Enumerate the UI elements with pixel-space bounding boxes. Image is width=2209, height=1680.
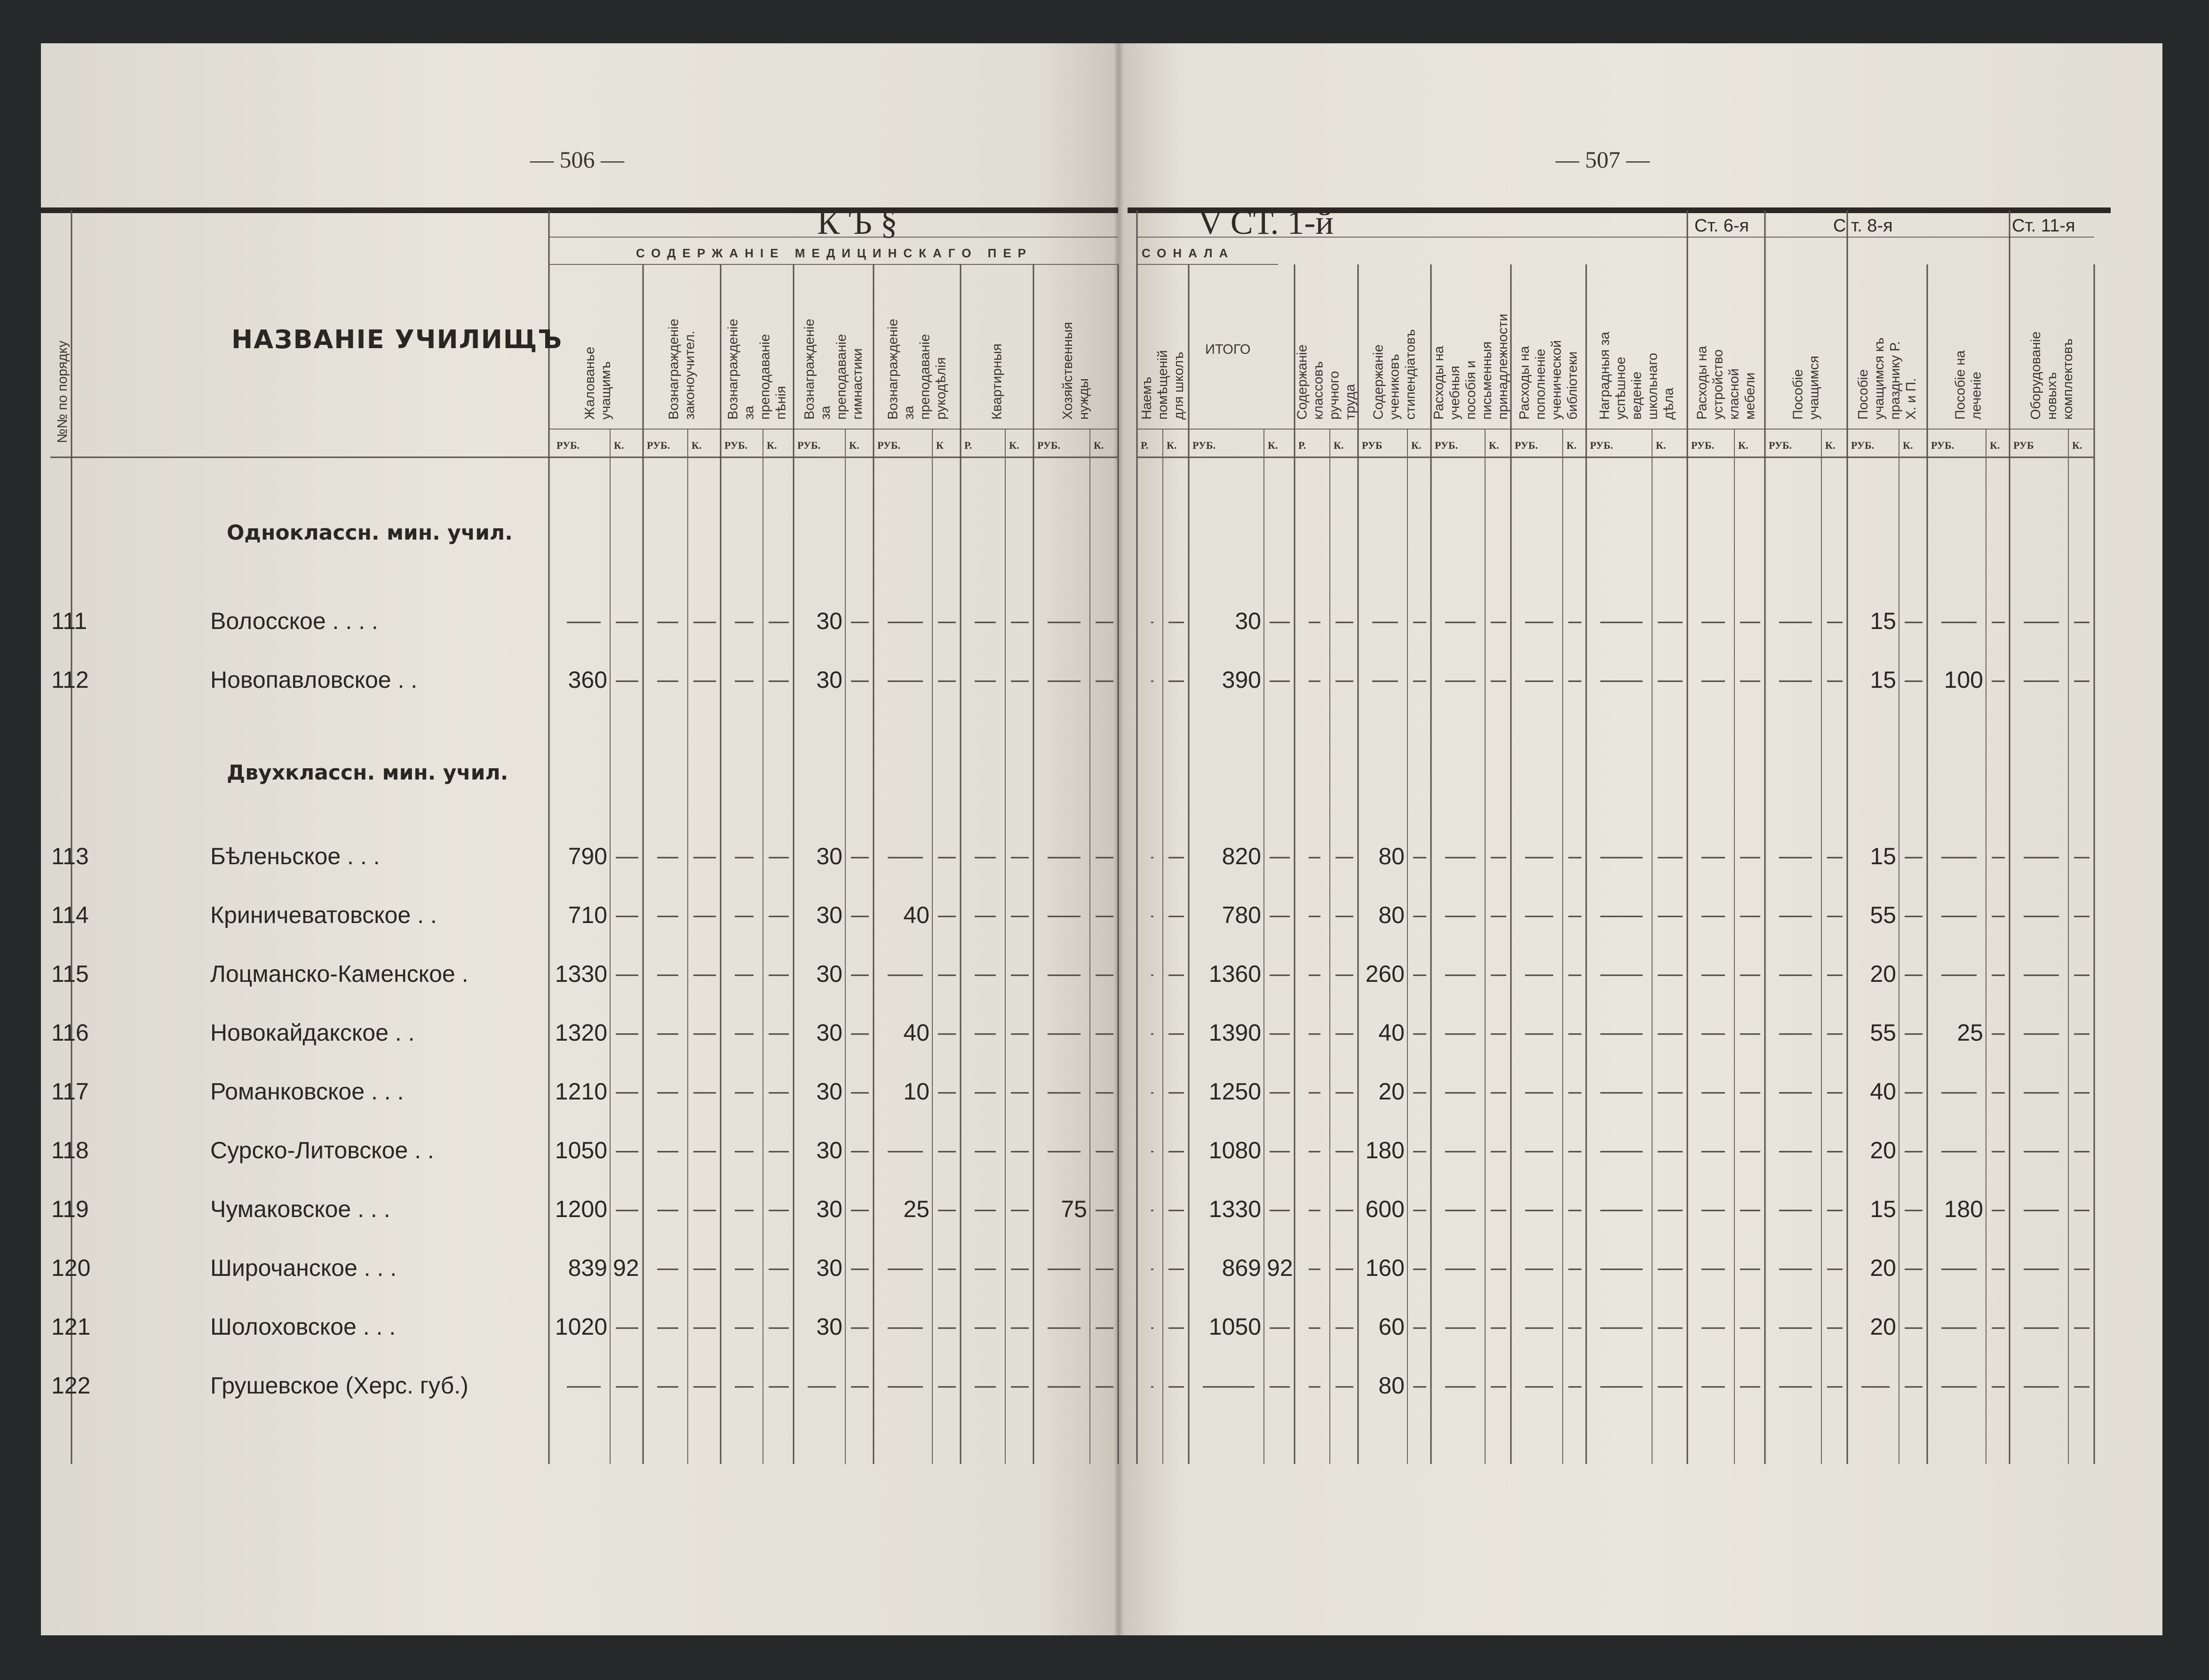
school-name-title: НАЗВАНІЕ УЧИЛИЩЪ — [231, 325, 563, 354]
cell-value-c11: 80 — [1378, 902, 1405, 928]
column-header-c3: пѣнія — [773, 386, 789, 420]
cell-value-c17: 15 — [1870, 608, 1896, 634]
cell-value-c1: 1330 — [555, 961, 607, 987]
band-heading-left: СОДЕРЖАНІЕ МЕДИЦИНСКАГО ПЕР — [636, 246, 1033, 260]
row-number: 121 — [51, 1314, 91, 1340]
column-header-c19: комплектовъ — [2060, 338, 2075, 420]
cell-value-c4: 30 — [816, 608, 842, 634]
cell-value-c4: 30 — [816, 961, 842, 987]
column-header-c2: законоучител. — [682, 330, 698, 420]
cell-value-c11: 60 — [1378, 1314, 1405, 1340]
column-header-c4: преподаваніе — [834, 334, 849, 420]
column-header-c13: пополненіе — [1533, 349, 1548, 420]
column-header-c10: ручного — [1327, 371, 1342, 420]
st6-heading: Ст. 6-я — [1694, 216, 1749, 236]
cell-value-c9: 820 — [1222, 843, 1261, 869]
column-header-c13: ученической — [1549, 340, 1564, 420]
unit-rub-c3: РУБ. — [724, 439, 748, 451]
column-header-c17: учащимся къ — [1872, 337, 1887, 420]
section-heading-left: К Ъ § — [817, 204, 898, 241]
unit-rub-c11: РУБ — [1362, 439, 1383, 451]
school-name: Криничеватовское . . — [210, 902, 437, 928]
unit-kop-c3: К. — [767, 439, 777, 451]
cell-value-c5: 25 — [903, 1196, 930, 1222]
school-name: Лоцманско-Каменское . — [210, 961, 469, 987]
unit-rub-c6: Р. — [964, 439, 972, 451]
unit-kop-c13: К. — [1566, 439, 1577, 451]
cell-value-c4: 30 — [816, 1137, 842, 1163]
column-header-c15: мебели — [1742, 372, 1758, 420]
school-name: Широчанское . . . — [210, 1255, 397, 1281]
column-header-c14: школьнаго — [1645, 352, 1661, 420]
cell-value-c18: 180 — [1944, 1196, 1983, 1222]
column-header-c16: Пособіе — [1790, 369, 1806, 420]
unit-kop-c12: К. — [1489, 439, 1499, 451]
column-header-c10: классовъ — [1311, 361, 1326, 420]
column-header-c4: за — [818, 406, 833, 420]
cell-value-c11: 180 — [1365, 1137, 1405, 1163]
cell-value-c9: 780 — [1222, 902, 1261, 928]
column-header-c3: Вознагражденіе — [725, 318, 741, 420]
cell-value-c4: 30 — [816, 667, 842, 693]
school-name: Сурско-Литовское . . — [210, 1137, 434, 1163]
column-header-c17: празднику Р. — [1888, 341, 1903, 420]
unit-rub-c15: РУБ. — [1691, 439, 1715, 451]
column-header-c19: новыхъ — [2044, 372, 2059, 420]
unit-kop-c6: К. — [1009, 439, 1019, 451]
column-header-c17: Пособіе — [1856, 369, 1871, 420]
cell-value-c17: 40 — [1870, 1078, 1896, 1105]
cell-value-c4: 30 — [816, 1019, 842, 1046]
cell-value-c5: 10 — [903, 1078, 930, 1105]
column-header-c11: стипендіатовъ — [1403, 329, 1418, 420]
section-heading-right: V СТ. 1-й — [1198, 204, 1334, 241]
unit-rub-c5: РУБ. — [877, 439, 901, 451]
column-header-c14: успѣшное — [1613, 357, 1629, 420]
column-header-c14: Наградныя за — [1597, 332, 1613, 420]
unit-rub-c16: РУБ. — [1769, 439, 1792, 451]
column-header-c13: библіотеки — [1565, 351, 1580, 420]
column-header-c7: Хозяйственныя — [1060, 322, 1075, 420]
unit-rub-c14: РУБ. — [1590, 439, 1613, 451]
row-number: 117 — [51, 1078, 89, 1105]
cell-value-c5: 40 — [903, 902, 930, 928]
cell-value-c1: 1210 — [555, 1078, 607, 1105]
cell-value-c9: 1360 — [1208, 961, 1261, 987]
book-spread — [41, 43, 2162, 1635]
unit-kop-c15: К. — [1738, 439, 1748, 451]
unit-rub-c13: РУБ. — [1515, 439, 1538, 451]
column-header-c12: письменныя — [1479, 341, 1494, 420]
unit-kop-c7: К. — [1094, 439, 1104, 451]
unit-kop-c5: К — [936, 439, 944, 451]
school-name: Волосское . . . . — [210, 608, 378, 634]
column-header-c3: за — [741, 406, 757, 420]
column-header-c5: преподаваніе — [917, 334, 933, 420]
column-header-c11: учениковъ — [1387, 354, 1402, 420]
row-number: 120 — [51, 1255, 91, 1281]
unit-rub-c19: РУБ — [2013, 439, 2034, 451]
unit-kop-c1: К. — [614, 439, 624, 451]
unit-kop-c16: К. — [1825, 439, 1836, 451]
unit-rub-c9: РУБ. — [1192, 439, 1216, 451]
cell-value-c4: 30 — [816, 902, 842, 928]
cell-value-c17: 15 — [1870, 843, 1896, 869]
school-name: Грушевское (Херс. губ.) — [210, 1372, 469, 1399]
column-header-c14: дѣла — [1661, 388, 1677, 420]
column-header-c10: Содержаніе — [1295, 344, 1310, 420]
unit-rub-c1: РУБ. — [556, 439, 580, 451]
column-header-c5: Вознагражденіе — [885, 318, 901, 420]
cell-value-c9: 30 — [1235, 608, 1261, 634]
unit-kop-c8: К. — [1167, 439, 1177, 451]
column-header-c12: пособія и — [1463, 360, 1478, 420]
column-header-c1: учащимъ — [598, 361, 613, 420]
cell-value-c7: 75 — [1061, 1196, 1087, 1222]
unit-rub-c8: Р. — [1141, 439, 1149, 451]
unit-kop-c19: К. — [2072, 439, 2082, 451]
unit-kop-c17: К. — [1903, 439, 1913, 451]
column-header-c7: нужды — [1076, 378, 1091, 420]
cell-value-c9: 1080 — [1208, 1137, 1261, 1163]
cell-value-c9: 1330 — [1208, 1196, 1261, 1222]
cell-value-c5: 40 — [903, 1019, 930, 1046]
cell-value-c11: 40 — [1378, 1019, 1405, 1046]
cell-value-c17: 15 — [1870, 667, 1896, 693]
cell-value-c1: 360 — [568, 667, 607, 693]
cell-value-c4: 30 — [816, 1078, 842, 1105]
column-header-c15: Расходы на — [1694, 346, 1710, 420]
column-header-c6: Квартирныя — [989, 343, 1005, 420]
band-heading-right: СОНАЛА — [1142, 246, 1235, 260]
column-header-c12: принадлежности — [1495, 313, 1510, 420]
column-header-c18: леченіе — [1969, 372, 1984, 420]
left-page-number: — 506 — — [530, 146, 624, 173]
table-body — [51, 521, 2090, 1399]
column-header-c8: Наемъ — [1139, 376, 1154, 420]
unit-kop-c2: К. — [691, 439, 702, 451]
cell-value-c9: 390 — [1222, 667, 1261, 693]
cell-value-c17: 55 — [1870, 902, 1896, 928]
column-header-c8: для школъ — [1171, 351, 1186, 420]
school-name: Новопавловское . . — [210, 667, 418, 693]
school-name: Бѣленьское . . . — [210, 843, 380, 869]
column-header-c15: класной — [1726, 368, 1742, 420]
st8-heading: С т. 8-я — [1833, 216, 1893, 236]
school-name: Шолоховское . . . — [210, 1314, 396, 1340]
cell-value-c4: 30 — [816, 1314, 842, 1340]
cell-value-c17: 55 — [1870, 1019, 1896, 1046]
column-header-c10: труда — [1343, 384, 1358, 420]
column-header-c4: Вознагражденіе — [802, 318, 817, 420]
row-number: 116 — [51, 1019, 89, 1046]
unit-rub-c17: РУБ. — [1851, 439, 1875, 451]
row-number: 113 — [51, 843, 89, 869]
cell-value-c18: 100 — [1944, 667, 1983, 693]
unit-rub-c10: Р. — [1298, 439, 1306, 451]
unit-kop-c18: К. — [1990, 439, 2000, 451]
cell-value-c4: 30 — [816, 1255, 842, 1281]
column-header-c2: Вознагражденіе — [666, 318, 682, 420]
column-header-c8: помѣщеній — [1155, 350, 1170, 420]
column-header-c13: Расходы на — [1517, 346, 1532, 420]
unit-kop-c11: К. — [1411, 439, 1422, 451]
table-headers — [55, 204, 2082, 451]
cell-value-c11: 80 — [1378, 843, 1405, 869]
unit-rub-c2: РУБ. — [647, 439, 670, 451]
school-name: Чумаковское . . . — [210, 1196, 390, 1222]
cell-value-c1: 790 — [568, 843, 607, 869]
section-title-two-class: Двухклассн. мин. учил. — [227, 761, 509, 785]
unit-rub-c12: РУБ. — [1435, 439, 1458, 451]
cell-value-c9: 869 — [1222, 1255, 1261, 1281]
unit-rub-c7: РУБ. — [1037, 439, 1061, 451]
cell-kopeck-c9: 92 — [1267, 1255, 1293, 1281]
cell-value-c11: 260 — [1365, 961, 1405, 987]
row-number-title: №№ по порядку — [55, 341, 70, 443]
cell-value-c17: 20 — [1870, 1137, 1896, 1163]
school-name: Новокайдакское . . — [210, 1019, 415, 1046]
cell-value-c1: 1200 — [555, 1196, 607, 1222]
cell-value-c17: 20 — [1870, 961, 1896, 987]
cell-kopeck-c1: 92 — [613, 1255, 639, 1281]
row-number: 118 — [51, 1137, 89, 1163]
cell-value-c11: 20 — [1378, 1078, 1405, 1105]
unit-rub-c4: РУБ. — [797, 439, 821, 451]
row-number: 111 — [51, 608, 87, 634]
cell-value-c17: 20 — [1870, 1314, 1896, 1340]
st11-heading: Ст. 11-я — [2012, 216, 2075, 236]
cell-value-c9: 1390 — [1208, 1019, 1261, 1046]
cell-value-c17: 20 — [1870, 1255, 1896, 1281]
column-header-c12: учебныя — [1447, 366, 1462, 420]
column-header-c14: веденіе — [1629, 371, 1645, 420]
column-header-c16: учащимся — [1806, 356, 1822, 420]
school-name: Романковское . . . — [210, 1078, 404, 1105]
unit-rub-c18: РУБ. — [1931, 439, 1955, 451]
cell-value-c4: 30 — [816, 1196, 842, 1222]
column-header-c5: рукодѣлія — [933, 357, 949, 420]
cell-value-c9: 1250 — [1208, 1078, 1261, 1105]
row-number: 119 — [51, 1196, 89, 1222]
cell-value-c18: 25 — [1957, 1019, 1983, 1046]
cell-value-c1: 1020 — [555, 1314, 607, 1340]
row-number: 115 — [51, 961, 89, 987]
cell-value-c11: 600 — [1365, 1196, 1405, 1222]
cell-value-c1: 1050 — [555, 1137, 607, 1163]
column-header-c3: преподаваніе — [757, 334, 773, 420]
column-header-c19: Оборудованіе — [2028, 331, 2043, 420]
column-header-c9: ИТОГО — [1205, 342, 1251, 357]
unit-kop-c10: К. — [1334, 439, 1344, 451]
column-header-c11: Содержаніе — [1371, 344, 1386, 420]
cell-value-c9: 1050 — [1208, 1314, 1261, 1340]
unit-kop-c14: К. — [1656, 439, 1666, 451]
column-header-c17: Х. и П. — [1904, 378, 1919, 420]
cell-value-c11: 160 — [1365, 1255, 1405, 1281]
row-number: 112 — [51, 667, 89, 693]
cell-value-c1: 1320 — [555, 1019, 607, 1046]
right-page-number: — 507 — — [1556, 146, 1650, 173]
cell-value-c17: 15 — [1870, 1196, 1896, 1222]
column-header-c1: Жалованье — [582, 346, 597, 420]
unit-kop-c9: К. — [1268, 439, 1278, 451]
ledger-table — [41, 43, 2162, 1635]
column-header-c18: Пособіе на — [1953, 350, 1968, 420]
cell-value-c1: 710 — [568, 902, 607, 928]
column-header-c4: гимнастики — [850, 348, 865, 420]
column-header-c12: Расходы на — [1431, 346, 1446, 420]
cell-value-c11: 80 — [1378, 1372, 1405, 1399]
column-header-c5: за — [901, 406, 917, 420]
unit-kop-c4: К. — [849, 439, 859, 451]
cell-value-c4: 30 — [816, 843, 842, 869]
row-number: 114 — [51, 902, 89, 928]
cell-value-c1: 839 — [568, 1255, 607, 1281]
column-header-c15: устройство — [1710, 349, 1726, 420]
section-title-one-class: Одноклассн. мин. учил. — [227, 521, 513, 545]
row-number: 122 — [51, 1372, 91, 1399]
